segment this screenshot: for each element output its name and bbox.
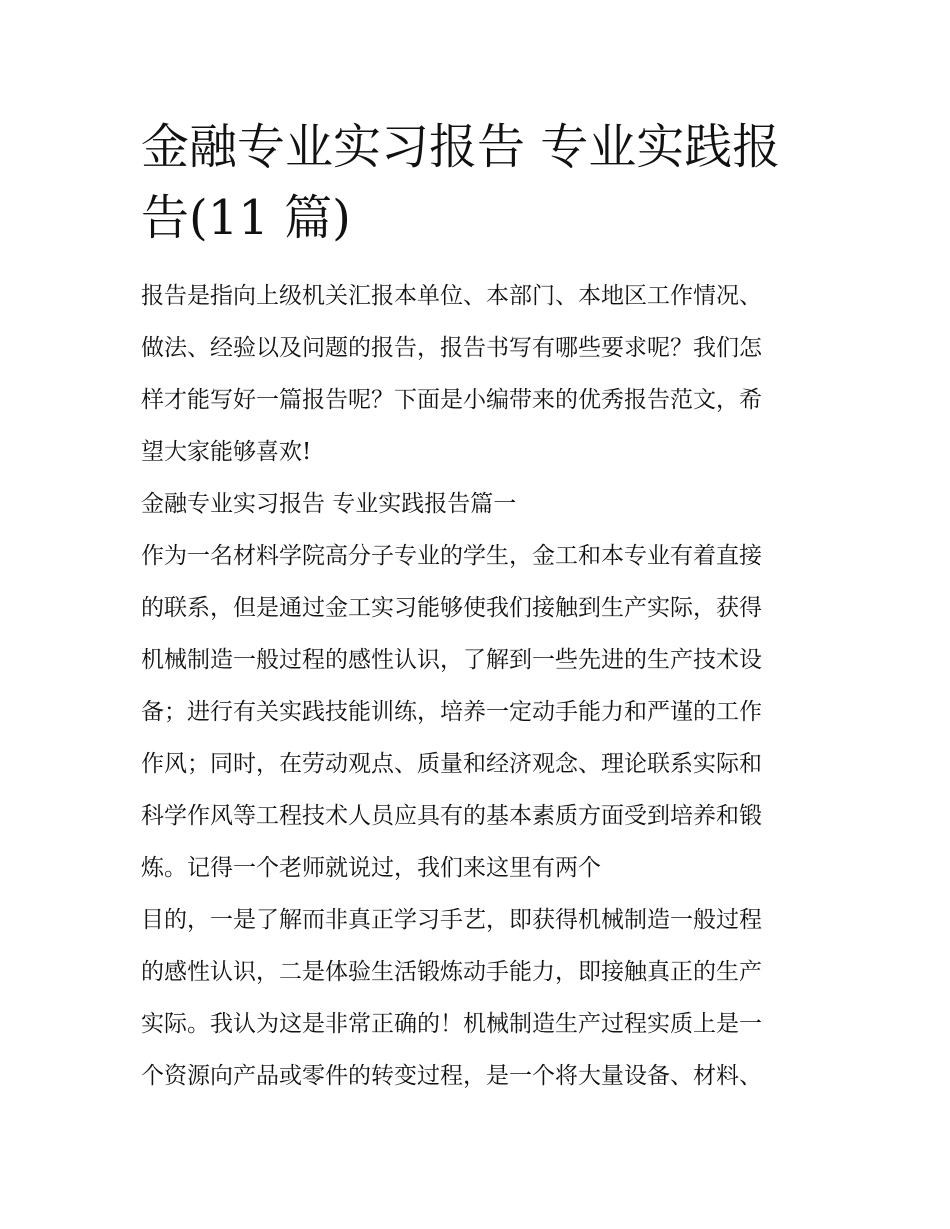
section-heading: 金融专业实习报告 专业实践报告篇一 xyxy=(141,491,517,517)
title-line: 金融专业实习报告 专业实践报 xyxy=(141,119,781,175)
text-line: 机械制造一般过程的感性认识，了解到一些先进的生产技术设 xyxy=(141,647,762,673)
text-line: 报告是指向上级机关汇报本单位、本部门、本地区工作情况、 xyxy=(141,283,762,309)
text-line: 望大家能够喜欢! xyxy=(141,439,312,465)
intro-paragraph xyxy=(141,270,813,478)
text-line: 的联系，但是通过金工实习能够使我们接触到生产实际，获得 xyxy=(141,595,762,621)
text-line: 作为一名材料学院高分子专业的学生，金工和本专业有着直接 xyxy=(141,543,762,569)
text-line: 实际。我认为这是非常正确的！机械制造生产过程实质上是一 xyxy=(141,1011,762,1037)
document-title xyxy=(141,112,813,254)
section-heading-block xyxy=(141,478,813,530)
title-line: 告(11 篇) xyxy=(141,190,351,246)
text-line: 炼。记得一个老师就说过，我们来这里有两个 xyxy=(141,855,601,881)
text-line: 科学作风等工程技术人员应具有的基本素质方面受到培养和锻 xyxy=(141,803,762,829)
text-line: 做法、经验以及问题的报告，报告书写有哪些要求呢？我们怎 xyxy=(141,335,762,361)
body-paragraph-2 xyxy=(141,894,813,1102)
text-line: 作风；同时，在劳动观点、质量和经济观念、理论联系实际和 xyxy=(141,751,762,777)
body-paragraph-1 xyxy=(141,530,813,894)
text-line: 备；进行有关实践技能训练，培养一定动手能力和严谨的工作 xyxy=(141,699,762,725)
text-line: 个资源向产品或零件的转变过程，是一个将大量设备、材料、 xyxy=(141,1063,762,1089)
text-line: 的感性认识，二是体验生活锻炼动手能力，即接触真正的生产 xyxy=(141,959,762,985)
text-line: 样才能写好一篇报告呢？下面是小编带来的优秀报告范文，希 xyxy=(141,387,762,413)
document-content xyxy=(141,112,813,1102)
text-line: 目的，一是了解而非真正学习手艺，即获得机械制造一般过程 xyxy=(141,907,762,933)
